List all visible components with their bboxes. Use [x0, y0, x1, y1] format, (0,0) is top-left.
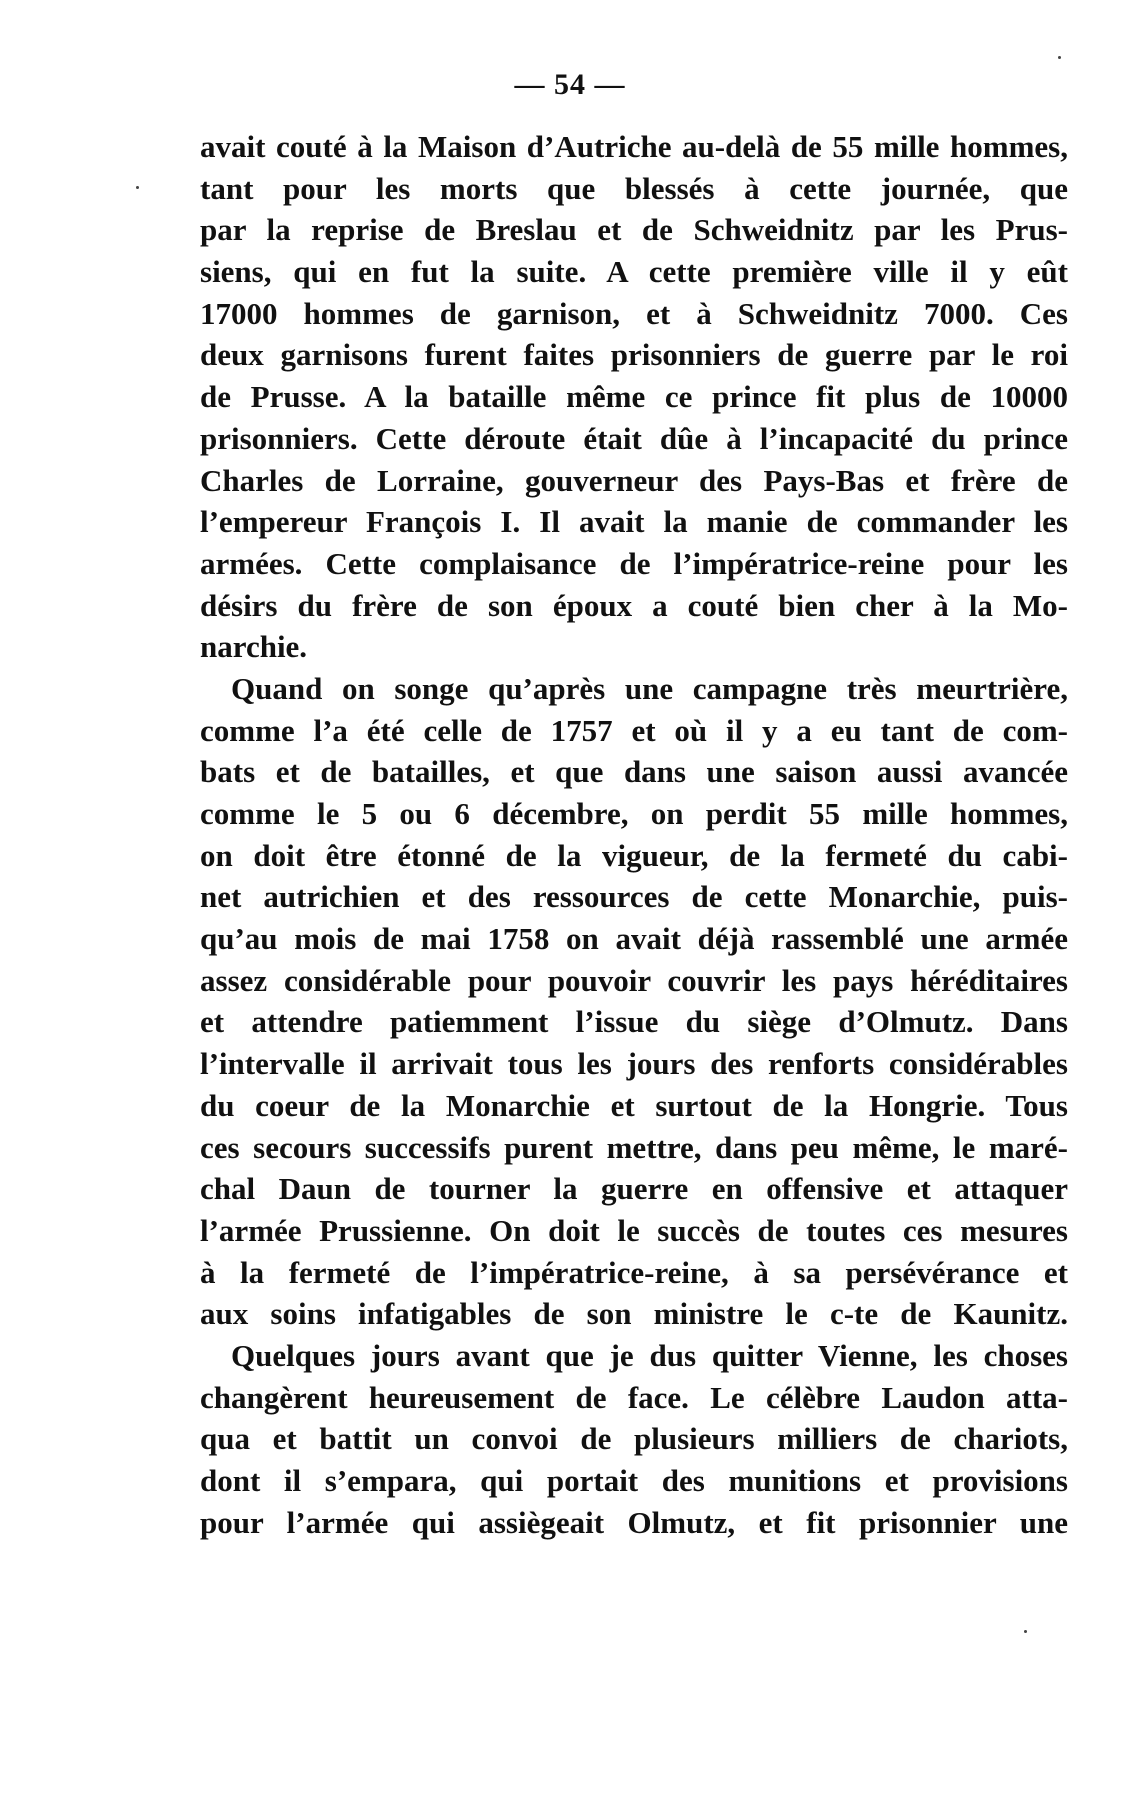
paragraph-2 [200, 668, 1068, 1335]
text-line: comme le 5 ou 6 décembre, on perdit 55 mille hommes, [200, 796, 1068, 831]
text-line: Charles de Lorraine, gouverneur des Pays-Bas et frère de [200, 462, 1068, 498]
text-line: narchie. [200, 629, 308, 665]
text-line: l’intervalle il arrivait tous les jours des renforts considérables [200, 1046, 1068, 1082]
text-line: deux garnisons furent faites prisonniers de guerre par le roi [200, 337, 1068, 373]
paragraph-1 [200, 126, 1068, 668]
text-line: de Prusse. A la bataille même ce prince fit plus de 10000 [200, 379, 1068, 415]
body-text [200, 126, 1068, 1543]
text-line: on doit être étonné de la vigueur, de la fermeté du cabi- [200, 837, 1068, 873]
text-line: comme l’a été celle de 1757 et où il y a eu tant de com- [200, 712, 1068, 748]
page-number: — 54 — [514, 68, 626, 101]
text-line: avait couté à la Maison d’Autriche au-delà de 55 mille hommes, [200, 129, 1068, 164]
scan-speck [1024, 1630, 1027, 1633]
text-line: assez considérable pour pouvoir couvrir les pays héréditaires [200, 962, 1068, 998]
text-line: ces secours successifs purent mettre, dans peu même, le maré- [200, 1129, 1068, 1165]
text-line: Quelques jours avant que je dus quitter Vienne, les choses [231, 1337, 1068, 1373]
text-line: bats et de batailles, et que dans une saison aussi avancée [200, 754, 1068, 790]
text-line: l’armée Prussienne. On doit le succès de toutes ces mesures [200, 1212, 1068, 1248]
scan-speck [136, 186, 139, 189]
text-line: qu’au mois de mai 1758 on avait déjà rassemblé une armée [200, 921, 1068, 957]
text-line: désirs du frère de son époux a couté bien cher à la Mo- [200, 587, 1068, 623]
text-line: chal Daun de tourner la guerre en offensive et attaquer [200, 1171, 1068, 1207]
text-line: dont il s’empara, qui portait des munitions et provisions [200, 1463, 1068, 1498]
text-line: tant pour les morts que blessés à cette journée, que [200, 170, 1068, 206]
text-line: armées. Cette complaisance de l’impératrice-reine pour les [200, 545, 1068, 581]
text-line: du coeur de la Monarchie et surtout de la Hongrie. Tous [200, 1087, 1068, 1123]
scan-speck [1058, 56, 1061, 59]
paragraph-3 [200, 1335, 1068, 1543]
text-line: par la reprise de Breslau et de Schweidnitz par les Prus- [200, 212, 1068, 248]
text-line: 17000 hommes de garnison, et à Schweidnitz 7000. Ces [200, 295, 1068, 331]
text-line: changèrent heureusement de face. Le célèbre Laudon atta- [200, 1379, 1068, 1415]
text-line: pour l’armée qui assiègeait Olmutz, et fit prisonnier une [200, 1504, 1068, 1540]
text-line: net autrichien et des ressources de cette Monarchie, puis- [200, 879, 1068, 915]
text-line: prisonniers. Cette déroute était dûe à l’incapacité du prince [200, 420, 1068, 456]
text-line: Quand on songe qu’après une campagne très meurtrière, [231, 670, 1068, 706]
text-line: qua et battit un convoi de plusieurs milliers de chariots, [200, 1421, 1068, 1457]
text-line: et attendre patiemment l’issue du siège d’Olmutz. Dans [200, 1004, 1068, 1040]
text-line: aux soins infatigables de son ministre le c-te de Kaunitz. [200, 1296, 1068, 1332]
text-line: l’empereur François I. Il avait la manie de commander les [200, 504, 1068, 540]
text-line: siens, qui en fut la suite. A cette première ville il y eût [200, 254, 1068, 290]
text-line: à la fermeté de l’impératrice-reine, à sa persévérance et [200, 1254, 1068, 1290]
